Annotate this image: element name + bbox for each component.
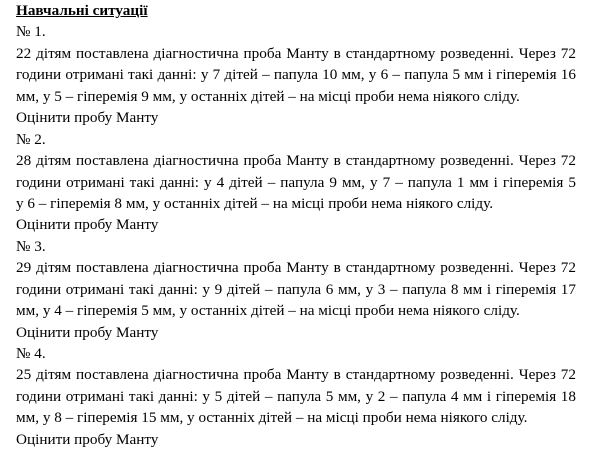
situation-task: Оцінити пробу Манту [16, 216, 159, 234]
document-title: Навчальні ситуації [16, 2, 148, 19]
situation-number: № 2. [16, 130, 46, 148]
situation-2 [16, 129, 576, 236]
situation-text-line: години отримані такі данні: у 5 дітей – папула 5 мм, у 2 – папула 4 мм і гіперемія 18 [16, 387, 576, 405]
situation-text-line: 29 дітям поставлена діагностична проба Манту в стандартному розведенні. Через 72 [16, 259, 576, 277]
situation-1 [16, 21, 576, 128]
situation-task: Оцінити пробу Манту [16, 430, 159, 448]
situation-text-line: мм, у 4 – гіперемія 5 мм, у останніх дітей – на місці проби нема ніякого сліду. [16, 302, 520, 320]
situation-task: Оцінити пробу Манту [16, 323, 159, 341]
situation-text-line: мм, у 8 – гіперемія 15 мм, у останніх дітей – на місці проби нема ніякого сліду. [16, 409, 528, 427]
situation-text-line: години отримані такі данні: у 4 дітей – папула 9 мм, у 7 – папула 1 мм і гіперемія 5 [16, 173, 576, 191]
situation-text-line: у 6 – гіперемія 8 мм, у останніх дітей – на місці проби нема ніякого сліду. [16, 194, 493, 212]
situation-number: № 4. [16, 345, 46, 362]
situation-number: № 3. [16, 237, 46, 255]
document-page [16, 0, 576, 450]
situation-task: Оцінити пробу Манту [16, 109, 159, 127]
situation-text-line: години отримані такі данні: у 9 дітей – папула 6 мм, у 3 – папула 8 мм і гіперемія 17 [16, 280, 576, 298]
situation-number: № 1. [16, 23, 46, 41]
situation-text-line: 22 дітям поставлена діагностична проба Манту в стандартному розведенні. Через 72 [16, 44, 576, 62]
situation-4 [16, 343, 576, 450]
situation-3 [16, 236, 576, 343]
situation-text-line: 28 дітям поставлена діагностична проба Манту в стандартному розведенні. Через 72 [16, 152, 576, 170]
situation-text-line: 25 дітям поставлена діагностична проба Манту в стандартному розведенні. Через 72 [16, 366, 576, 384]
situation-text-line: години отримані такі данні: у 7 дітей – папула 10 мм, у 6 – папула 5 мм і гіперемія 16 [16, 66, 576, 84]
situation-text-line: мм, у 5 – гіперемія 9 мм, у останніх дітей – на місці проби нема ніякого сліду. [16, 87, 520, 105]
